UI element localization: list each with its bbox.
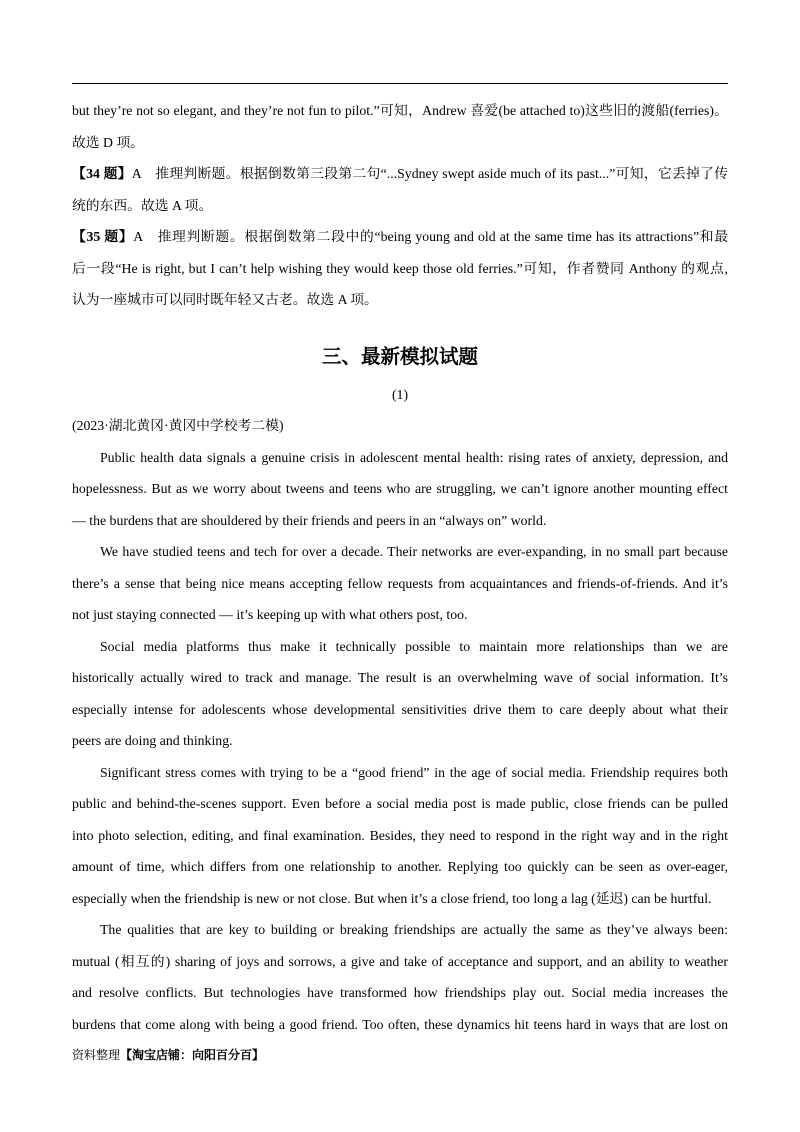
reading-passage xyxy=(72,410,728,1072)
paragraph-line: We have studied teens and tech for over a decade. Their networks are ever-expanding, in no small part because xyxy=(100,544,728,560)
paragraph-line: especially when the friendship is new or not close. But when it’s a close friend, too long a lag (延迟) can be hurtful. xyxy=(72,890,712,906)
answer-35-text: A 推理判断题。根据倒数第二段中的“being young and old at the same time has its attractions”和最 xyxy=(133,229,728,245)
paragraph-line: into photo selection, editing, and final examination. Besides, they need to respond in the right way and in the right xyxy=(72,827,728,843)
explanation-line: 故选 D 项。 xyxy=(72,134,145,150)
paragraph-line: public and behind-the-scenes support. Even before a social media post is made public, close friends can be pulled xyxy=(72,796,728,812)
paragraph-line: Social media platforms thus make it technically possible to maintain more relationships than we are xyxy=(100,638,728,654)
paragraph-line: not just staying connected — it’s keeping up with what others post, too. xyxy=(72,607,468,623)
paragraph-line: mutual (相互的) sharing of joys and sorrows, a give and take of acceptance and support, and an ability to weather xyxy=(72,953,728,969)
answer-35-line: 后一段“He is right, but I can’t help wishing they would keep those old ferries.”可知，作者赞同 Anthony 的观点, xyxy=(72,260,728,276)
paragraph xyxy=(72,442,728,537)
answer-35-line: 认为一座城市可以同时既年轻又古老。故选 A 项。 xyxy=(72,292,378,308)
paragraph-line: and resolve conflicts. But technologies have transformed how friendships play out. Social media increases the xyxy=(72,985,728,1001)
answer-34-label: 【34 题】 xyxy=(72,166,132,182)
section-heading: 三、最新模拟试题 xyxy=(321,345,478,368)
paragraph-line: The qualities that are key to building or breaking friendships are actually the same as they’ve always been: xyxy=(100,922,728,938)
answer-34-text: A 推理判断题。根据倒数第三段第二句“...Sydney swept aside much of its past...”可知，它丢掉了传 xyxy=(131,166,728,182)
paragraph xyxy=(72,631,728,757)
paragraph-line: there’s a sense that being nice means accepting fellow requests from acquaintances and friends-of-friends. And it’s xyxy=(72,575,728,591)
answer-35-line xyxy=(72,221,728,253)
footer-prefix: 资料整理 xyxy=(72,1048,121,1063)
passage-source: (2023·湖北黄冈·黄冈中学校考二模) xyxy=(72,418,284,434)
page-footer xyxy=(72,1040,728,1072)
answer-34-line: 统的东西。故选 A 项。 xyxy=(72,197,213,213)
answer-explanations xyxy=(72,95,728,316)
paragraph-line: especially intense for adolescents whose developmental sensitivities drive them to care deeply about what their xyxy=(72,701,728,717)
paragraph xyxy=(72,914,728,1040)
passage-number: (1) xyxy=(391,387,409,403)
paragraph-line: Significant stress comes with trying to be a “good friend” in the age of social media. Friendship requires both xyxy=(100,764,728,780)
paragraph-line: — the burdens that are shouldered by their friends and peers in an “always on” world. xyxy=(72,512,547,528)
header-rule xyxy=(72,83,728,84)
paragraph-line: Public health data signals a genuine crisis in adolescent mental health: rising rates of anxiety, depression, and xyxy=(100,449,728,465)
paragraph-line: amount of time, which differs from one relationship to another. Replying too quickly can be seen as over-eager, xyxy=(72,859,728,875)
paragraph-line: peers are doing and thinking. xyxy=(72,733,233,749)
paragraph-line: hopelessness. But as we worry about tweens and teens who are struggling, we can’t ignore another mounting effect xyxy=(72,481,728,497)
answer-34-line xyxy=(72,158,728,190)
paragraph xyxy=(72,536,728,631)
explanation-line: but they’re not so elegant, and they’re not fun to pilot.”可知，Andrew 喜爱(be attached to)这些旧的渡船(ferries)。 xyxy=(72,103,728,119)
answer-35-label: 【35 题】 xyxy=(72,229,134,245)
footer-shop: 【淘宝店铺：向阳百分百】 xyxy=(120,1048,265,1063)
paragraph xyxy=(72,757,728,915)
paragraph-line: burdens that come along with being a good friend. Too often, these dynamics hit teens hard in ways that are lost on xyxy=(72,1016,728,1032)
paragraph-line: historically actually wired to track and manage. The result is an overwhelming wave of social information. It’s xyxy=(72,670,728,686)
